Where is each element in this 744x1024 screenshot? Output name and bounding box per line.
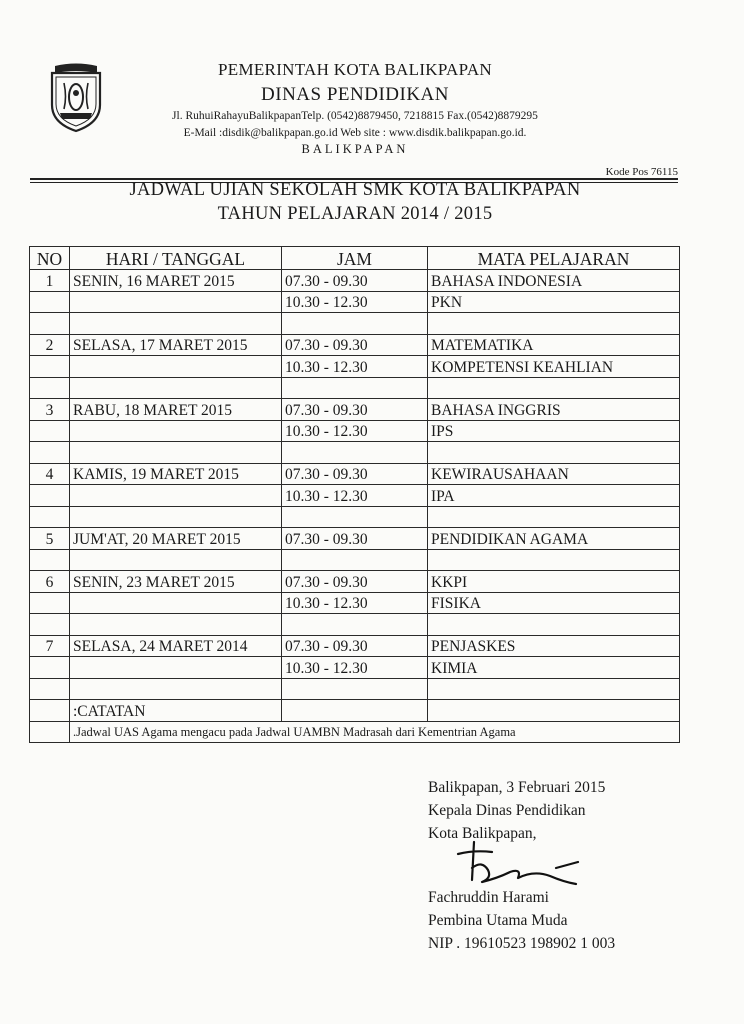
cell-no bbox=[30, 485, 70, 507]
office-address: Jl. RuhuiRahayuBalikpapanTelp. (0542)8879450, 7218815 Fax.(0542)8879295 bbox=[172, 110, 538, 122]
cell-day-date bbox=[70, 485, 282, 507]
document-subtitle: TAHUN PELAJARAN 2014 / 2015 bbox=[217, 204, 493, 224]
cell-subject: KOMPETENSI KEAHLIAN bbox=[428, 356, 680, 378]
cell-time: 10.30 - 12.30 bbox=[282, 657, 428, 679]
cell-no: 3 bbox=[30, 399, 70, 421]
cell-time bbox=[282, 442, 428, 464]
cell-subject bbox=[428, 549, 680, 571]
cell-subject: PKN bbox=[428, 291, 680, 313]
cell-no bbox=[30, 614, 70, 636]
cell-day-date bbox=[70, 420, 282, 442]
postal-code: Kode Pos 76115 bbox=[605, 166, 678, 178]
cell-no: 4 bbox=[30, 463, 70, 485]
cell-time: 07.30 - 09.30 bbox=[282, 463, 428, 485]
cell-subject bbox=[428, 313, 680, 335]
cell-day-date bbox=[70, 356, 282, 378]
table-row bbox=[30, 377, 680, 399]
table-row bbox=[30, 420, 680, 442]
note-label: :CATATAN bbox=[70, 700, 282, 722]
cell-no bbox=[30, 291, 70, 313]
header-subject: MATA PELAJARAN bbox=[428, 247, 680, 270]
cell-no: 7 bbox=[30, 635, 70, 657]
cell-day-date bbox=[70, 506, 282, 528]
cell-time bbox=[282, 549, 428, 571]
cell-subject bbox=[428, 506, 680, 528]
table-row bbox=[30, 442, 680, 464]
cell-no bbox=[30, 356, 70, 378]
table-row bbox=[30, 313, 680, 335]
signatory-city: Kota Balikpapan, bbox=[428, 825, 537, 842]
cell-day-date bbox=[70, 614, 282, 636]
cell-time: 07.30 - 09.30 bbox=[282, 571, 428, 593]
table-row bbox=[30, 592, 680, 614]
cell-subject: PENJASKES bbox=[428, 635, 680, 657]
cell-no bbox=[30, 700, 70, 722]
cell-day-date: SENIN, 16 MARET 2015 bbox=[70, 270, 282, 292]
cell-time bbox=[282, 506, 428, 528]
cell-subject bbox=[428, 442, 680, 464]
cell-time bbox=[282, 678, 428, 700]
cell-time: 10.30 - 12.30 bbox=[282, 420, 428, 442]
cell-subject: IPA bbox=[428, 485, 680, 507]
header-no: NO bbox=[30, 247, 70, 270]
cell-time bbox=[282, 377, 428, 399]
table-row bbox=[30, 270, 680, 292]
cell-time: 07.30 - 09.30 bbox=[282, 399, 428, 421]
cell-subject: KEWIRAUSAHAAN bbox=[428, 463, 680, 485]
cell-no bbox=[30, 678, 70, 700]
cell-time: 07.30 - 09.30 bbox=[282, 270, 428, 292]
cell-day-date bbox=[70, 291, 282, 313]
cell-time bbox=[282, 614, 428, 636]
table-row bbox=[30, 528, 680, 550]
table-row bbox=[30, 356, 680, 378]
cell-day-date: SELASA, 24 MARET 2014 bbox=[70, 635, 282, 657]
signatory-position: Kepala Dinas Pendidikan bbox=[428, 802, 586, 819]
table-row bbox=[30, 506, 680, 528]
cell-time: 10.30 - 12.30 bbox=[282, 592, 428, 614]
office-contact: E-Mail :disdik@balikpapan.go.id Web site : www.disdik.balikpapan.go.id. bbox=[183, 127, 527, 139]
table-header-row bbox=[30, 247, 680, 270]
note-text-row bbox=[30, 721, 680, 743]
table-row bbox=[30, 334, 680, 356]
cell-day-date bbox=[70, 592, 282, 614]
cell-subject: BAHASA INGGRIS bbox=[428, 399, 680, 421]
cell-day-date: RABU, 18 MARET 2015 bbox=[70, 399, 282, 421]
table-row bbox=[30, 291, 680, 313]
office-city: BALIKPAPAN bbox=[301, 142, 409, 156]
handwritten-signature bbox=[452, 838, 582, 893]
signatory-name: Fachruddin Harami bbox=[428, 889, 549, 906]
cell-time: 10.30 - 12.30 bbox=[282, 291, 428, 313]
header-time: JAM bbox=[282, 247, 428, 270]
cell-no bbox=[30, 657, 70, 679]
cell-subject bbox=[428, 700, 680, 722]
cell-time: 10.30 - 12.30 bbox=[282, 356, 428, 378]
cell-time: 07.30 - 09.30 bbox=[282, 334, 428, 356]
cell-subject bbox=[428, 678, 680, 700]
cell-time: 07.30 - 09.30 bbox=[282, 635, 428, 657]
table-row bbox=[30, 485, 680, 507]
cell-subject bbox=[428, 614, 680, 636]
table-row bbox=[30, 635, 680, 657]
cell-day-date: JUM'AT, 20 MARET 2015 bbox=[70, 528, 282, 550]
table-body bbox=[30, 270, 680, 743]
cell-time: 07.30 - 09.30 bbox=[282, 528, 428, 550]
cell-no bbox=[30, 721, 70, 743]
table-row bbox=[30, 657, 680, 679]
cell-time: 10.30 - 12.30 bbox=[282, 485, 428, 507]
cell-no bbox=[30, 549, 70, 571]
cell-no: 1 bbox=[30, 270, 70, 292]
cell-no: 2 bbox=[30, 334, 70, 356]
cell-no: 6 bbox=[30, 571, 70, 593]
government-name: PEMERINTAH KOTA BALIKPAPAN bbox=[218, 60, 492, 79]
cell-no: 5 bbox=[30, 528, 70, 550]
table-row bbox=[30, 549, 680, 571]
cell-subject: KKPI bbox=[428, 571, 680, 593]
cell-no bbox=[30, 420, 70, 442]
cell-day-date bbox=[70, 313, 282, 335]
table-row bbox=[30, 571, 680, 593]
signatory-rank: Pembina Utama Muda bbox=[428, 912, 568, 929]
header-day-date: HARI / TANGGAL bbox=[70, 247, 282, 270]
cell-no bbox=[30, 313, 70, 335]
exam-schedule-table bbox=[29, 246, 680, 743]
note-text: .Jadwal UAS Agama mengacu pada Jadwal UAMBN Madrasah dari Kementrian Agama bbox=[70, 721, 680, 743]
cell-day-date: SENIN, 23 MARET 2015 bbox=[70, 571, 282, 593]
table-row bbox=[30, 614, 680, 636]
cell-day-date bbox=[70, 442, 282, 464]
cell-subject bbox=[428, 377, 680, 399]
cell-no bbox=[30, 442, 70, 464]
table-row bbox=[30, 399, 680, 421]
cell-no bbox=[30, 377, 70, 399]
signatory-nip: NIP . 19610523 198902 1 003 bbox=[428, 935, 616, 952]
cell-no bbox=[30, 592, 70, 614]
note-label-row bbox=[30, 700, 680, 722]
cell-no bbox=[30, 506, 70, 528]
table-row bbox=[30, 678, 680, 700]
cell-subject: MATEMATIKA bbox=[428, 334, 680, 356]
cell-day-date bbox=[70, 678, 282, 700]
cell-time bbox=[282, 313, 428, 335]
city-emblem-logo bbox=[47, 63, 105, 133]
department-name: DINAS PENDIDIKAN bbox=[261, 84, 449, 105]
cell-subject: PENDIDIKAN AGAMA bbox=[428, 528, 680, 550]
cell-day-date bbox=[70, 549, 282, 571]
cell-day-date: SELASA, 17 MARET 2015 bbox=[70, 334, 282, 356]
cell-day-date bbox=[70, 377, 282, 399]
signature-date: Balikpapan, 3 Februari 2015 bbox=[428, 779, 606, 796]
cell-subject: IPS bbox=[428, 420, 680, 442]
table-row bbox=[30, 463, 680, 485]
cell-subject: FISIKA bbox=[428, 592, 680, 614]
cell-day-date bbox=[70, 657, 282, 679]
cell-day-date: KAMIS, 19 MARET 2015 bbox=[70, 463, 282, 485]
cell-subject: KIMIA bbox=[428, 657, 680, 679]
cell-subject: BAHASA INDONESIA bbox=[428, 270, 680, 292]
cell-time bbox=[282, 700, 428, 722]
document-title: JADWAL UJIAN SEKOLAH SMK KOTA BALIKPAPAN bbox=[129, 180, 581, 200]
